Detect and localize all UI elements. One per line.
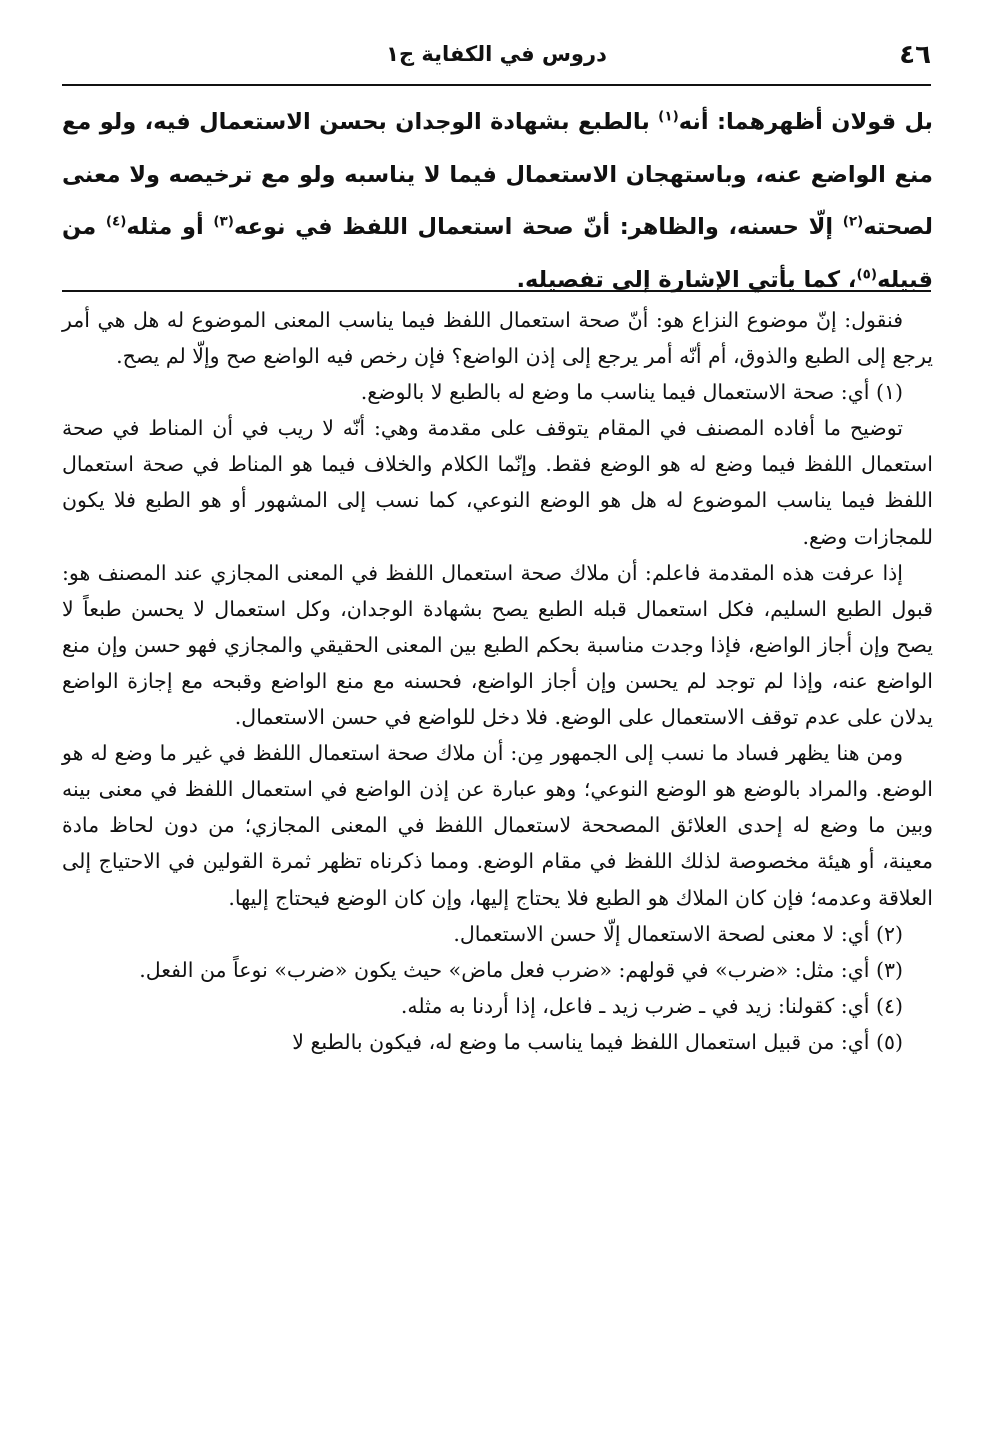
footnote-5: (٥) أي: من قبيل استعمال اللفظ فيما يناسب ما وضع له، فيكون بالطبع لا bbox=[292, 1029, 903, 1054]
main-text-segment: من قبيله bbox=[62, 214, 933, 293]
footnote-marker: (١) bbox=[658, 108, 679, 125]
header-divider bbox=[62, 84, 931, 86]
footnote-3: (٣) أي: مثل: «ضرب» في قولهم: «ضرب فعل ماض» حيث يكون «ضرب» نوعاً من الفعل. bbox=[139, 957, 903, 982]
commentary-paragraph: إذا عرفت هذه المقدمة فاعلم: أن ملاك صحة استعمال اللفظ في المعنى المجازي عند المصنف هو: قبول الطبع السليم، فكل استعمال قبله الطبع يصح بشهادة الوجدان، وكل استعمال لا يحسن طبعاً لا يصح وإن أجاز الواضع، فإذا وجدت مناسبة بحكم الطبع بين المعنى الحقيقي والمجازي فهو حسن وإن منع الواضع عنه، وإذا لم توجد لم يحسن وإن أجاز الواضع، فحسنه مع منع الواضع وقبحه مع إجازة الواضع يدلان على عدم توقف الاستعمال على الوضع. فلا دخل للواضع في حسن الاستعمال. bbox=[62, 560, 933, 730]
main-text-segment: أو مثله bbox=[126, 214, 214, 240]
footnote-4: (٤) أي: كقولنا: زيد في ـ ضرب زيد ـ فاعل، إذا أردنا به مثله. bbox=[400, 993, 903, 1018]
footnote-marker: (٢) bbox=[842, 213, 864, 230]
commentary-paragraph: فنقول: إنّ موضوع النزاع هو: أنّ صحة استعمال اللفظ فيما يناسب المعنى الموضوع له هل هي أمر يرجع إلى الطبع والذوق، أم أنّه أمر يرجع إلى إذن الواضع؟ فإن رخص فيه الواضع صح وإلّا لم يصح. bbox=[62, 308, 933, 369]
running-title: دروس في الكفاية ج١ bbox=[386, 42, 607, 66]
footnote-marker: (٣) bbox=[213, 213, 234, 230]
main-paragraph bbox=[62, 96, 933, 306]
footnote-marker: (٥) bbox=[856, 266, 878, 282]
footnote-2: (٢) أي: لا معنى لصحة الاستعمال إلّا حسن الاستعمال. bbox=[453, 921, 903, 946]
footnote-marker: (٤) bbox=[105, 213, 127, 230]
main-text-segment: بل قولان أظهرهما: أنه bbox=[678, 109, 933, 135]
page-header bbox=[62, 38, 931, 78]
main-text-segment: إلّا حسنه، والظاهر: أنّ صحة استعمال اللفظ في نوعه bbox=[233, 214, 843, 240]
commentary-paragraph: توضيح ما أفاده المصنف في المقام يتوقف على مقدمة وهي: أنّه لا ريب في أن المناط في صحة استعمال اللفظ فيما وضع له هو الوضع فقط. وإنّما الكلام والخلاف فيما هو المناط في صحة استعمال اللفظ فيما يناسب الموضوع له هل هو الوضع النوعي، كما نسب إلى المشهور أو هو الطبع فلا يكون للمجازات وضع. bbox=[62, 416, 933, 549]
page-number: ٤٦ bbox=[899, 40, 931, 70]
footnote-1: (١) أي: صحة الاستعمال فيما يناسب ما وضع له بالطبع لا بالوضع. bbox=[360, 380, 903, 405]
footnote-divider bbox=[62, 290, 931, 292]
main-text-segment: ، كما يأتي الإشارة إلى تفصيله. bbox=[516, 266, 857, 293]
commentary-block bbox=[62, 302, 933, 1060]
main-text-segment: بالطبع بشهادة الوجدان بحسن الاستعمال فيه، ولو مع منع الواضع عنه، وباستهجان الاستعمال فيما لا يناسبه ولو مع ترخيصه ولا معنى لصحته bbox=[62, 109, 934, 240]
main-text-block bbox=[62, 96, 933, 306]
commentary-paragraph: ومن هنا يظهر فساد ما نسب إلى الجمهور مِن: أن ملاك صحة استعمال اللفظ في غير ما وضع له هو الوضع. والمراد بالوضع هو الوضع النوعي؛ وهو عبارة عن إذن الواضع في استعمال اللفظ في معنى بينه وبين ما وضع له إحدى العلائق المصححة لاستعمال اللفظ في المعنى المجازي؛ من دون لحاظ مادة معينة، أو هيئة مخصوصة لذلك اللفظ في مقام الوضع. ومما ذكرناه تظهر ثمرة القولين في الاحتياج إلى العلاقة وعدمه؛ فإن كان الملاك هو الطبع فلا يحتاج إليها، وإن كان الوضع فيحتاج إليها. bbox=[62, 741, 933, 910]
